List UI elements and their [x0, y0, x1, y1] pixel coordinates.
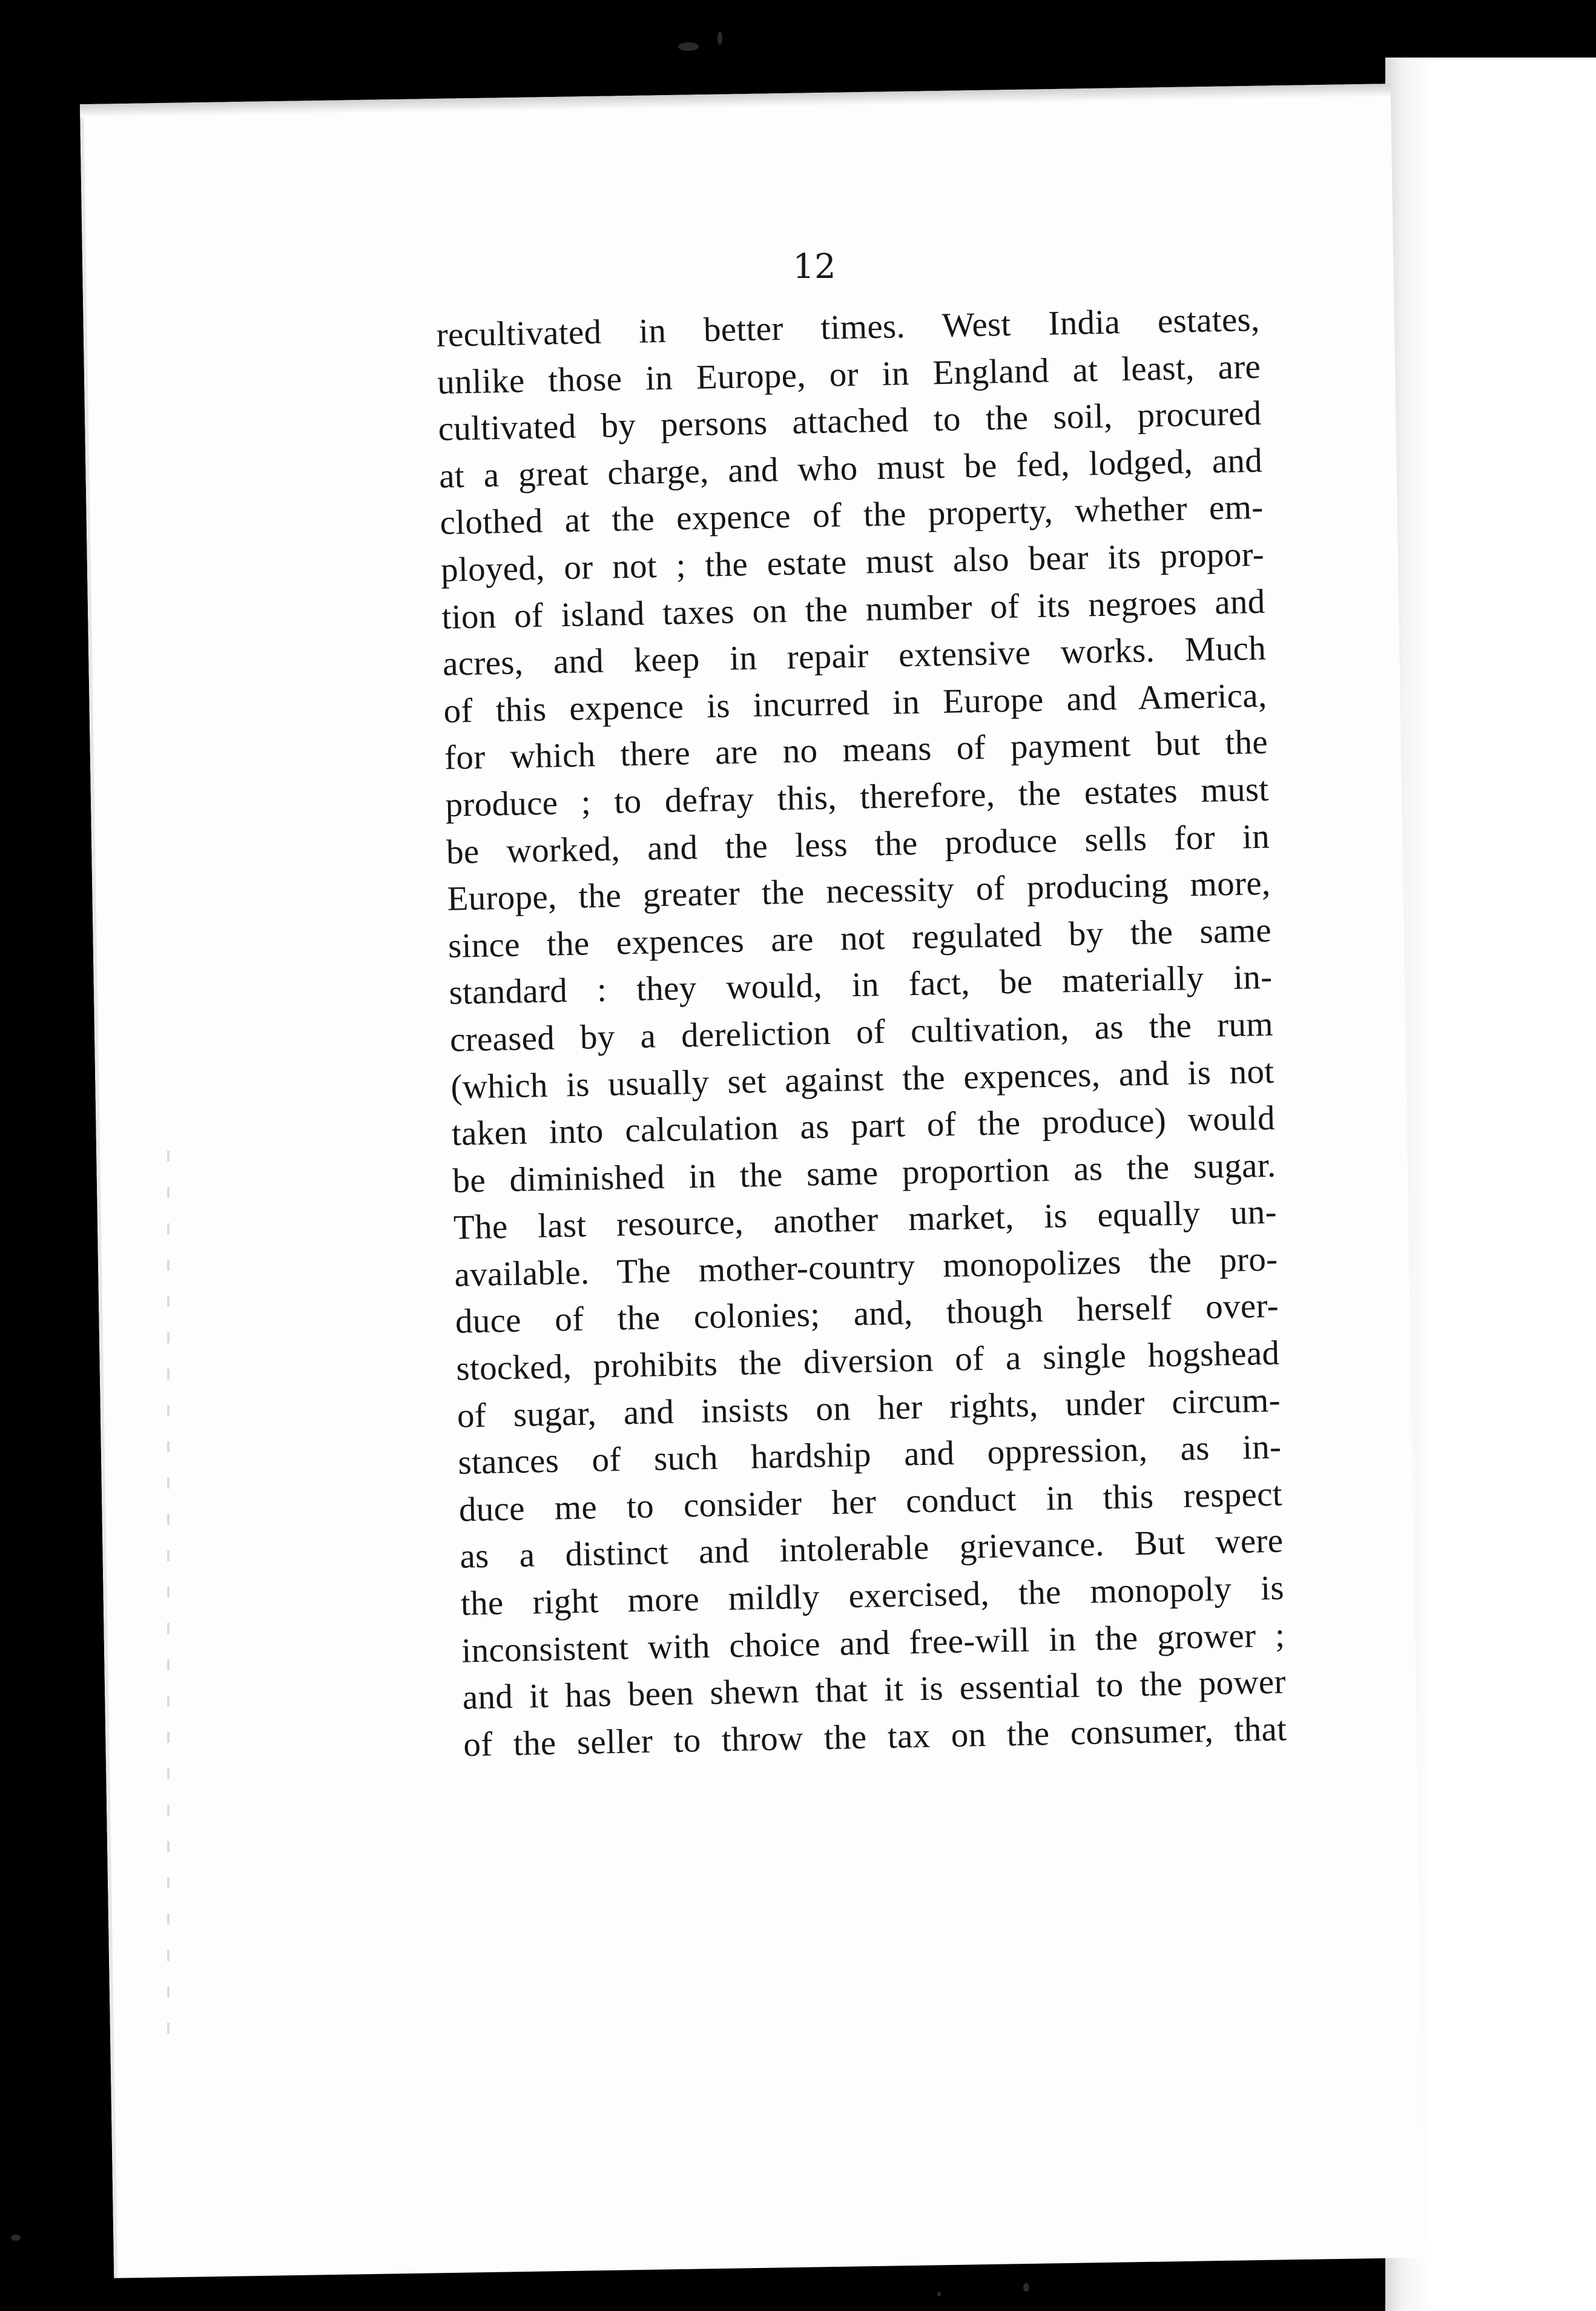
text-line: at a great charge, and who must be fed, lodged, and — [438, 441, 1263, 495]
text-line: of the seller to throw the tax on the consumer, that — [463, 1710, 1287, 1764]
text-line: be diminished in the same proportion as the sugar. — [452, 1146, 1276, 1200]
text-line: tion of island taxes on the number of its negroes and — [441, 582, 1266, 636]
text-line: be worked, and the less the produce sells for in — [446, 817, 1270, 871]
text-line: standard : they would, in fact, be materially in- — [448, 958, 1273, 1013]
text-line: clothed at the expence of the property, whether em- — [440, 488, 1264, 543]
text-line: the right more mildly exercised, the monopoly is — [460, 1569, 1285, 1623]
text-line: duce of the colonies; and, though herself over- — [455, 1287, 1279, 1341]
text-line: duce me to consider her conduct in this respect — [458, 1475, 1283, 1529]
text-line: unlike those in Europe, or in England at least, are — [437, 347, 1261, 402]
text-line: creased by a dereliction of cultivation, as the rum — [449, 1005, 1274, 1059]
text-line: produce ; to defray this, therefore, the estates must — [445, 770, 1269, 824]
text-line: cultivated by persons attached to the soil, procured — [438, 394, 1262, 449]
binding-gutter — [167, 1151, 170, 2059]
text-line: Europe, the greater the necessity of producing more, — [447, 864, 1271, 918]
text-line: stocked, prohibits the diversion of a single hogshead — [455, 1334, 1280, 1388]
text-line: since the expences are not regulated by the same — [447, 911, 1272, 965]
text-line: of sugar, and insists on her rights, under circum- — [457, 1381, 1281, 1435]
text-line: of this expence is incurred in Europe and America, — [443, 676, 1268, 730]
text-line: inconsistent with choice and free-will in the grower ; — [461, 1616, 1285, 1670]
text-line: for which there are no means of payment but the — [444, 723, 1268, 778]
text-line: as a distinct and intolerable grievance. But were — [459, 1521, 1284, 1576]
body-text — [436, 296, 1287, 1768]
text-line: available. The mother-country monopolizes the pro- — [453, 1240, 1278, 1294]
text-line: acres, and keep in repair extensive works. Much — [442, 629, 1267, 684]
text-line: taken into calculation as part of the produce) would — [451, 1099, 1276, 1153]
text-line: (which is usually set against the expences, and is not — [450, 1052, 1274, 1106]
text-line: and it has been shewn that it is essential to the power — [462, 1662, 1287, 1717]
page-number: 12 — [793, 247, 836, 286]
text-line: The last resource, another market, is equally un- — [453, 1192, 1278, 1247]
text-line: recultivated in better times. West India estates, — [436, 300, 1261, 354]
text-line: ployed, or not ; the estate must also bear its propor- — [440, 535, 1265, 589]
text-line: stances of such hardship and oppression, as in- — [457, 1427, 1282, 1482]
